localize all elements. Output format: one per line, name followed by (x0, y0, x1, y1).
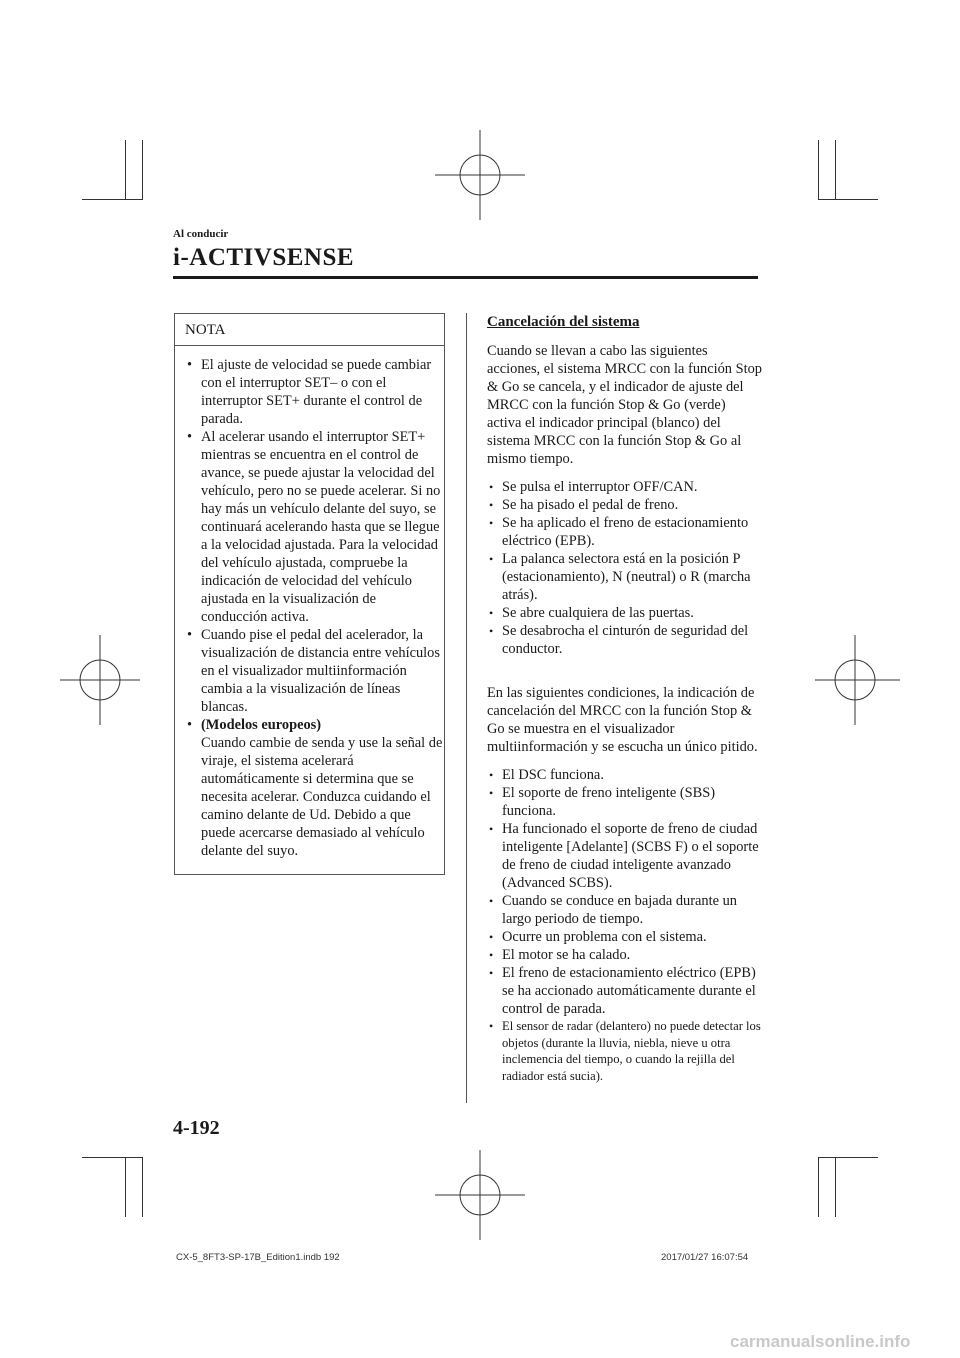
list-item: • Cuando se conduce en bajada durante un largo periodo de tiempo. (489, 893, 737, 927)
list-item: • La palanca selectora está en la posición P (estacionamiento), N (neutral) o R (marcha atrás). (489, 551, 751, 603)
crop-mark (835, 140, 836, 200)
nota-box (174, 313, 445, 875)
list-item: • Se pulsa el interruptor OFF/CAN. (489, 479, 698, 495)
list-item: • El soporte de freno inteligente (SBS) funciona. (489, 785, 716, 819)
bullet-icon: • (489, 1019, 494, 1033)
bullet-icon: • (489, 480, 494, 494)
watermark: carmanualsonline.info (730, 1332, 911, 1351)
registration-target-bottom (435, 1150, 525, 1240)
registration-target-left (60, 635, 150, 725)
bullet-icon: • (489, 930, 494, 944)
bullet-icon: • (489, 894, 494, 908)
page-number: 4-192 (173, 1117, 220, 1139)
nota-list (175, 346, 444, 860)
chapter-title: i-ACTIVSENSE (173, 244, 355, 271)
crop-mark (818, 199, 878, 200)
crop-mark (82, 1157, 142, 1158)
nota-item: • El ajuste de velocidad se puede cambiar con el interruptor SET– o con el interruptor SET+ durante el control de parada. (187, 357, 432, 427)
crop-mark (125, 1157, 126, 1217)
bullet-icon: • (187, 717, 193, 733)
list-item: • El motor se ha calado. (489, 947, 631, 963)
list-item: • Se ha aplicado el freno de estacionamiento eléctrico (EPB). (489, 515, 749, 549)
bullet-icon: • (489, 768, 494, 782)
bullet-icon: • (187, 357, 193, 373)
header-rule (173, 276, 758, 279)
crop-mark (142, 1157, 143, 1217)
crop-mark (818, 140, 819, 200)
bullet-icon: • (187, 627, 193, 643)
bullet-icon: • (489, 966, 494, 980)
file-info: CX-5_8FT3-SP-17B_Edition1.indb 192 (176, 1252, 340, 1263)
bullet-icon: • (489, 822, 494, 836)
list-item: • Se abre cualquiera de las puertas. (489, 605, 694, 621)
cancel-heading: Cancelación del sistema (487, 314, 640, 330)
crop-mark (125, 140, 126, 200)
cancel-section (487, 312, 763, 1110)
conditions-intro: En las siguientes condiciones, la indicación de cancelación del MRCC con la función Stop & Go se muestra en el visualizador multiinformación y se escucha un único pitido. (487, 685, 758, 755)
bullet-icon: • (187, 429, 193, 445)
list-item: • El sensor de radar (delantero) no puede detectar los objetos (durante la lluvia, niebla, nieve u otra inclemencia del tiempo, o cuando la rejilla del radiador está sucia). (489, 1019, 761, 1083)
bullet-icon: • (489, 516, 494, 530)
list-item: • El DSC funciona. (489, 767, 604, 783)
cancel-actions-list (487, 478, 763, 658)
list-item: • Se desabrocha el cinturón de seguridad del conductor. (489, 623, 749, 657)
bullet-icon: • (489, 786, 494, 800)
registration-target-right (810, 635, 900, 725)
registration-target-top (435, 130, 525, 220)
bullet-icon: • (489, 606, 494, 620)
column-divider (466, 313, 467, 1103)
bullet-icon: • (489, 948, 494, 962)
list-item: • Ocurre un problema con el sistema. (489, 929, 707, 945)
crop-mark (835, 1157, 836, 1217)
print-timestamp: 2017/01/27 16:07:54 (661, 1252, 749, 1263)
nota-item: • (Modelos europeos) Cuando cambie de senda y use la señal de viraje, el sistema acelerará automáticamente si determina que se necesita acelerar. Conduzca cuidando el camino delante de Ud. Debido a que puede acercarse demasiado al vehículo delante del suyo. (187, 717, 443, 859)
cancel-intro: Cuando se llevan a cabo las siguientes acciones, el sistema MRCC con la función Stop & Go se cancela, y el indicador de ajuste del MRCC con la función Stop & Go (verde) activa el indicador principal (blanco) del sistema MRCC con la función Stop & Go al mismo tiempo. (487, 343, 762, 467)
nota-item: • Al acelerar usando el interruptor SET+ mientras se encuentra en el control de avance, se puede ajustar la velocidad del vehículo, pero no se puede acelerar. Si no hay más un vehículo delante del suyo, se continuará acelerando hasta que se llegue a la velocidad ajustada. Para la velocidad del vehículo ajustada, compruebe la indicación de velocidad del vehículo ajustada en la visualización de conducción activa. (187, 429, 441, 625)
list-item: • El freno de estacionamiento eléctrico (EPB) se ha accionado automáticamente durante el control de parada. (489, 965, 756, 1017)
crop-mark (82, 199, 142, 200)
list-item: • Se ha pisado el pedal de freno. (489, 497, 679, 513)
nota-item-heading: (Modelos europeos) (201, 717, 322, 733)
bullet-icon: • (489, 624, 494, 638)
bullet-icon: • (489, 498, 494, 512)
nota-title: NOTA (175, 314, 444, 346)
nota-item: • Cuando pise el pedal del acelerador, la visualización de distancia entre vehículos en el visualizador multiinformación cambia a la visualización de líneas blancas. (187, 627, 440, 715)
bullet-icon: • (489, 552, 494, 566)
crop-mark (142, 140, 143, 200)
cancel-conditions-list (487, 766, 763, 1084)
list-item: • Ha funcionado el soporte de freno de ciudad inteligente [Adelante] (SCBS F) o el soporte de freno de ciudad inteligente avanzado (Advanced SCBS). (489, 821, 759, 891)
crop-mark (818, 1157, 819, 1217)
section-label: Al conducir (173, 228, 229, 240)
crop-mark (818, 1157, 878, 1158)
